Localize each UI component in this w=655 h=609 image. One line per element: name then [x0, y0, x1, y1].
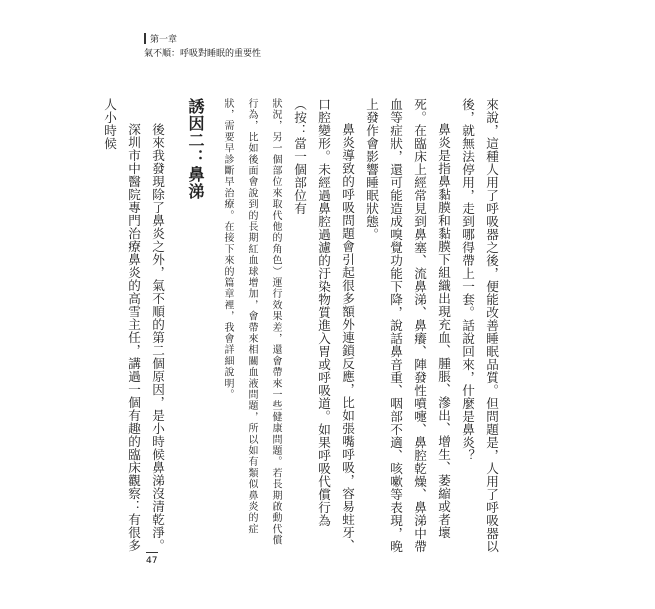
page-number: 47: [146, 556, 158, 566]
chapter-line: [144, 32, 261, 44]
body-text: [97, 98, 503, 553]
paragraph: 後來我發現除了鼻炎之外，氣不順的第二個原因，是小時候鼻涕沒清乾淨。: [150, 123, 165, 553]
page-number-rule: [146, 552, 158, 553]
paragraph: 狀況，另一個部位來取代他的角色）運行效果差，還會帶來一些健康問題。若長期啟動代償行為，比如後面會說到的長期紅血球增加，會帶來相關血液問題，所以如有類似鼻炎的症狀，需要早診斷早治療。在接下來的篇章裡，我會詳細說明。: [222, 98, 281, 546]
chapter-label: 第一章: [150, 34, 178, 45]
paragraph: 鼻炎是指鼻黏膜和黏膜下組織出現充血、腫脹、滲出、增生、萎縮或者壞死。在臨床上經常見到鼻塞、流鼻涕、鼻癢、陣發性噴嚏、鼻腔乾燥、鼻涕中帶血等症狀，還可能造成嗅覺功能下降，說話鼻音重、咽部不適、咳嗽等表現，晚上發作會影響睡眠狀態。: [364, 98, 451, 553]
section-heading: 誘因二：鼻涕: [186, 98, 205, 200]
paragraph: 來說，這種人用了呼吸器之後，便能改善睡眠品質。但問題是，人用了呼吸器以後，就無法停用，走到哪得帶上一套。話說回來，什麼是鼻炎？: [460, 98, 499, 553]
running-header: [144, 32, 261, 59]
paragraph: 鼻炎導致的呼吸問題會引起很多額外連鎖反應，比如張嘴呼吸，容易蛀牙、口腔變形。未經過鼻腔過濾的汙染物質進入胃或呼吸道。如果呼吸代償行為（按：當一個部位有: [292, 98, 355, 553]
paragraph: 深圳市中醫院專門治療鼻炎的高雪主任，講過一個有趣的臨床觀察：有很多人小時候: [102, 98, 141, 553]
chapter-subtitle: 氣不順：呼吸對睡眠的重要性: [144, 49, 262, 59]
chapter-bar: [144, 33, 146, 44]
